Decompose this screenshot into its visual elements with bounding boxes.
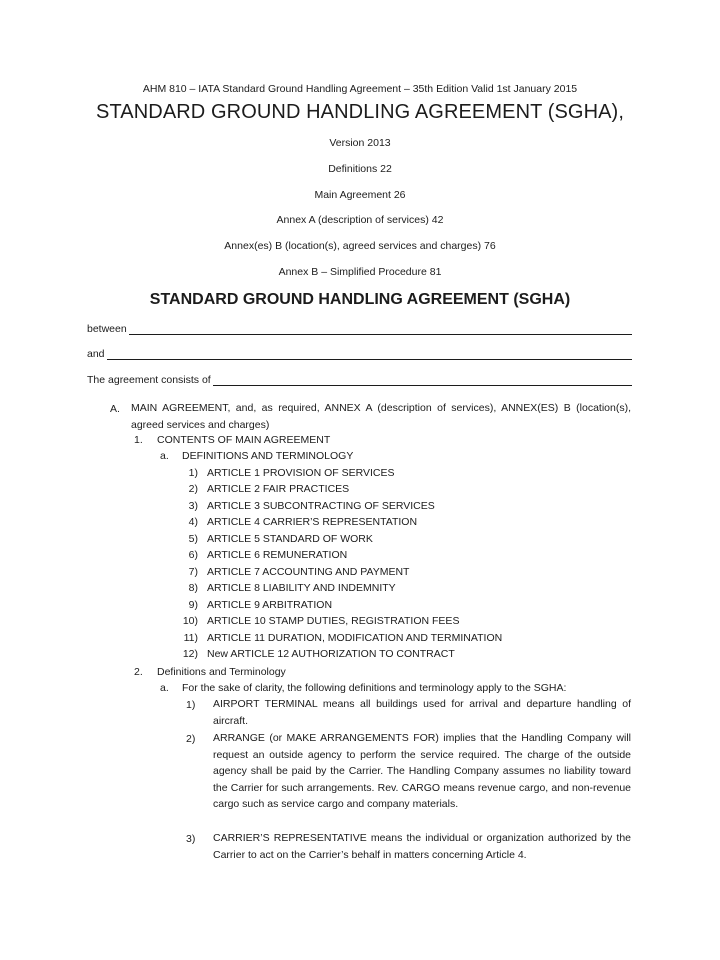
list-item xyxy=(180,599,333,611)
list-text: ARTICLE 5 STANDARD OF WORK xyxy=(207,533,373,545)
list-item xyxy=(180,533,373,545)
outline-label-2a: a. xyxy=(160,682,169,694)
list-number: 8) xyxy=(188,582,198,594)
agreement-title: STANDARD GROUND HANDLING AGREEMENT (SGHA) xyxy=(149,291,571,308)
and-blank-line xyxy=(107,349,632,360)
list-number: 6) xyxy=(188,549,198,561)
list-text: New ARTICLE 12 AUTHORIZATION TO CONTRACT xyxy=(207,648,455,660)
list-number: 1) xyxy=(188,467,198,479)
list-number: 12) xyxy=(182,648,198,660)
list-text: ARTICLE 6 REMUNERATION xyxy=(207,549,348,561)
list-item xyxy=(180,615,460,627)
toc-entry: Main Agreement 26 xyxy=(314,189,406,201)
outline-section-2-text: Definitions and Terminology xyxy=(157,666,286,678)
list-number: 7) xyxy=(188,566,198,578)
definition-number: 3) xyxy=(186,833,196,845)
and-label: and xyxy=(87,348,105,360)
list-text: ARTICLE 2 FAIR PRACTICES xyxy=(207,483,350,495)
list-number: 11) xyxy=(183,632,198,644)
list-text: ARTICLE 10 STAMP DUTIES, REGISTRATION FEES xyxy=(207,615,460,627)
list-number: 5) xyxy=(188,533,198,545)
list-text: ARTICLE 7 ACCOUNTING AND PAYMENT xyxy=(207,566,410,578)
outline-section-1-text: CONTENTS OF MAIN AGREEMENT xyxy=(157,434,331,446)
version-line: Version 2013 xyxy=(329,137,391,149)
list-item xyxy=(180,582,396,594)
list-text: ARTICLE 4 CARRIER’S REPRESENTATION xyxy=(207,516,418,528)
document-title: STANDARD GROUND HANDLING AGREEMENT (SGHA), xyxy=(96,101,624,123)
list-number: 2) xyxy=(188,483,198,495)
between-blank-line xyxy=(129,324,632,335)
definition-number: 2) xyxy=(186,733,196,745)
outline-section-a-text: MAIN AGREEMENT, and, as required, ANNEX A (description of services), ANNEX(ES) B (location(s), agreed services and charges) xyxy=(131,402,631,431)
list-text: ARTICLE 3 SUBCONTRACTING OF SERVICES xyxy=(207,500,435,512)
consists-label: The agreement consists of xyxy=(87,374,211,386)
definition-text: ARRANGE (or MAKE ARRANGEMENTS FOR) implies that the Handling Company will request an outside agency to perform the service required. The charge of the outside agency shall be paid by the Carrier. The Handling Company assumes no liability toward the Carrier for such arrangements. Rev. CARGO means revenue cargo, and non-revenue cargo such as service cargo and company materials. xyxy=(213,732,631,811)
list-text: ARTICLE 9 ARBITRATION xyxy=(207,599,333,611)
outline-label-2: 2. xyxy=(134,666,143,678)
list-text: ARTICLE 11 DURATION, MODIFICATION AND TERMINATION xyxy=(207,632,503,644)
list-text: ARTICLE 1 PROVISION OF SERVICES xyxy=(207,467,395,479)
list-item xyxy=(180,500,435,512)
header-reference-line: AHM 810 – IATA Standard Ground Handling Agreement – 35th Edition Valid 1st January 2015 xyxy=(142,83,578,95)
outline-label-a: A. xyxy=(110,403,120,415)
consists-field xyxy=(87,374,632,386)
list-item xyxy=(180,549,348,561)
list-number: 9) xyxy=(188,599,198,611)
list-number: 4) xyxy=(188,516,198,528)
list-item xyxy=(180,483,350,495)
definition-text: CARRIER’S REPRESENTATIVE means the individual or organization authorized by the Carrier to act on the Carrier’s behalf in matters concerning Article 4. xyxy=(213,832,631,861)
list-item xyxy=(180,467,395,479)
toc-entry: Annex B – Simplified Procedure 81 xyxy=(278,266,442,278)
and-field xyxy=(87,348,632,360)
outline-label-1: 1. xyxy=(134,434,143,446)
list-item xyxy=(180,632,503,644)
consists-blank-line xyxy=(213,375,632,386)
between-field xyxy=(87,323,632,335)
outline-label-1a: a. xyxy=(160,450,169,462)
outline-section-2a-text: For the sake of clarity, the following definitions and terminology apply to the SGHA: xyxy=(182,682,567,694)
list-number: 3) xyxy=(188,500,198,512)
list-item xyxy=(180,516,418,528)
definition-text: AIRPORT TERMINAL means all buildings used for arrival and departure handling of aircraft. xyxy=(213,698,631,727)
toc-entry: Annex A (description of services) 42 xyxy=(276,214,444,226)
list-text: ARTICLE 8 LIABILITY AND INDEMNITY xyxy=(207,582,396,594)
between-label: between xyxy=(87,323,127,335)
toc-entry: Definitions 22 xyxy=(328,163,392,175)
list-item xyxy=(180,566,410,578)
definition-number: 1) xyxy=(186,699,196,711)
list-item xyxy=(180,648,455,660)
list-number: 10) xyxy=(182,615,198,627)
outline-section-1a-text: DEFINITIONS AND TERMINOLOGY xyxy=(182,450,354,462)
toc-entry: Annex(es) B (location(s), agreed services and charges) 76 xyxy=(224,240,496,252)
